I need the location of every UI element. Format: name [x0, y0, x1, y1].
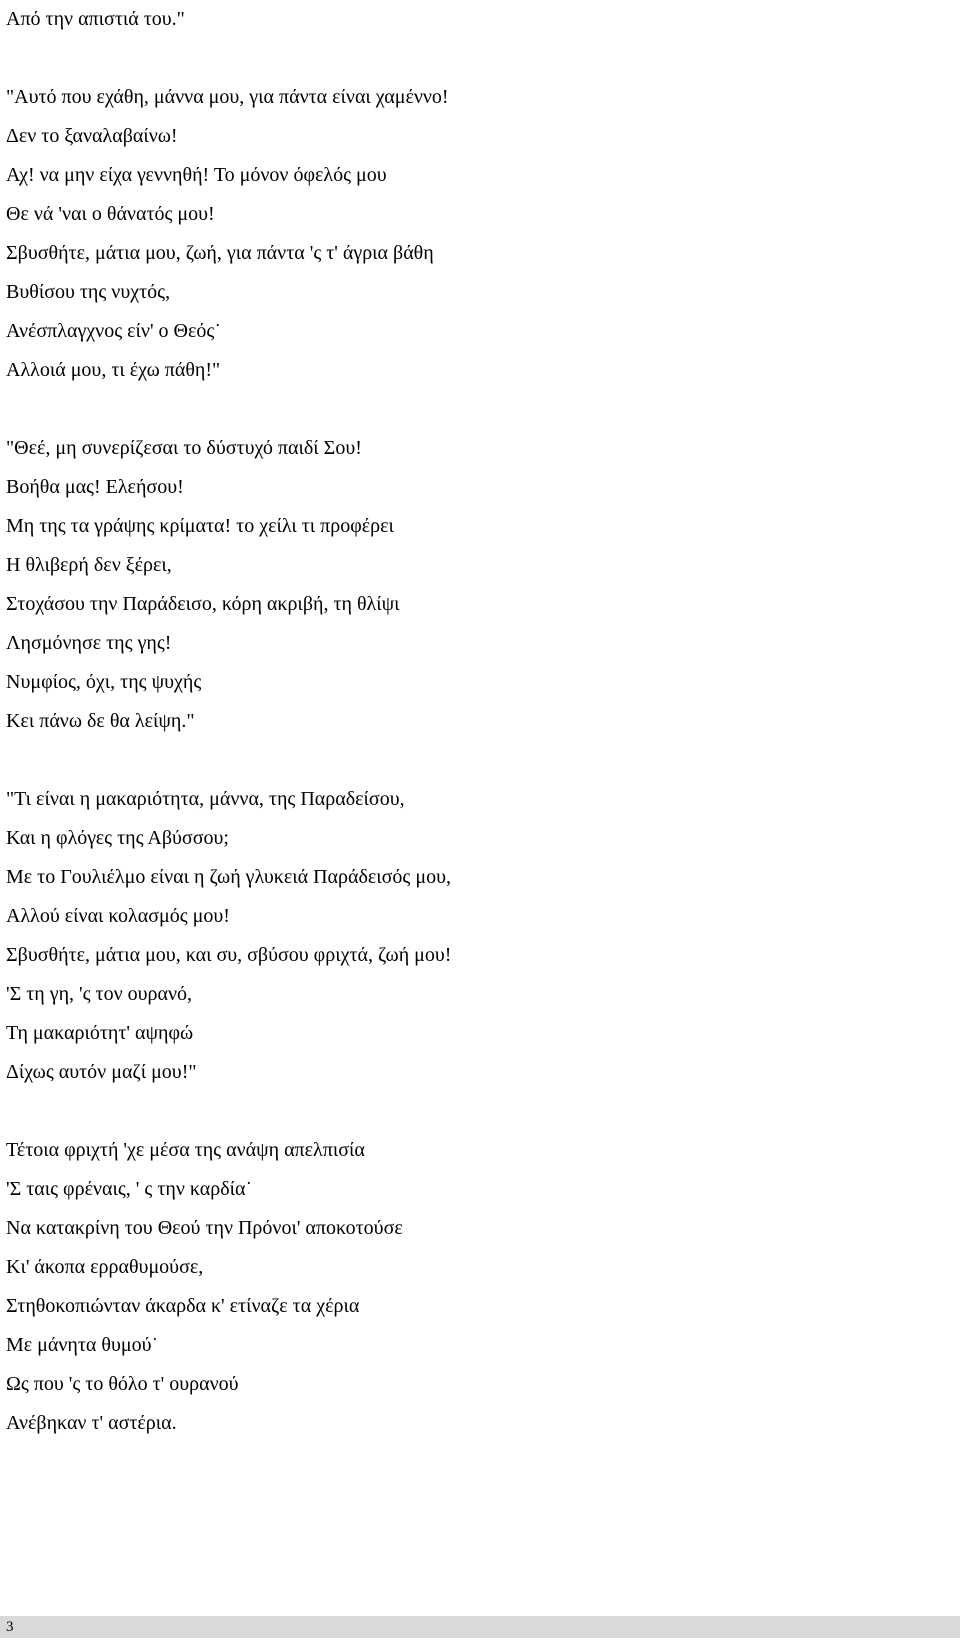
poem-line: 'Σ τη γη, 'ς τον ουρανό,: [6, 983, 193, 1005]
poem-line: Να κατακρίνη του Θεού την Πρόνοι' αποκοτούσε: [6, 1217, 403, 1239]
stanza-gap: [6, 741, 946, 780]
poem-line: Στοχάσου την Παράδεισο, κόρη ακριβή, τη θλίψι: [6, 593, 400, 615]
stanza-gap: [6, 1092, 946, 1131]
poem-line: Μη της τα γράψης κρίματα! το χείλι τι προφέρει: [6, 515, 394, 537]
poem-line: Αλλοιά μου, τι έχω πάθη!": [6, 359, 221, 381]
poem-line: Σβυσθήτε, μάτια μου, και συ, σβύσου φριχτά, ζωή μου!: [6, 944, 452, 966]
poem-line: Δίχως αυτόν μαζί μου!": [6, 1061, 197, 1083]
poem-line: Ως που 'ς το θόλο τ' ουρανού: [6, 1373, 239, 1395]
poem-line: Τέτοια φριχτή 'χε μέσα της ανάψη απελπισία: [6, 1139, 365, 1161]
poem-line: Σβυσθήτε, μάτια μου, ζωή, για πάντα 'ς τ' άγρια βάθη: [6, 242, 434, 264]
poem-line: "Αυτό που εχάθη, μάννα μου, για πάντα είναι χαμέννο!: [6, 86, 449, 108]
poem-line: "Τι είναι η μακαριότητα, μάννα, της Παραδείσου,: [6, 788, 405, 810]
poem-line: Τη μακαριότητ' αψηφώ: [6, 1022, 194, 1044]
poem-line: Κι' άκοπα ερραθυμούσε,: [6, 1256, 204, 1278]
poem-line: Ανέσπλαγχνος είν' ο Θεός˙: [6, 320, 221, 342]
poem-line: Αλλού είναι κολασμός μου!: [6, 905, 230, 927]
page-footer: [0, 1616, 960, 1638]
poem-line: Λησμόνησε της γης!: [6, 632, 172, 654]
poem-line: Βυθίσου της νυχτός,: [6, 281, 171, 303]
poem-line: Με το Γουλιέλμο είναι η ζωή γλυκειά Παράδεισός μου,: [6, 866, 451, 888]
stanza-gap: [6, 39, 946, 78]
poem-line: 'Σ ταις φρέναις, ' ς την καρδία˙: [6, 1178, 253, 1200]
stanza-gap: [6, 390, 946, 429]
poem-line: Βοήθα μας! Ελεήσου!: [6, 476, 184, 498]
poem-line: Με μάνητα θυμού˙: [6, 1334, 159, 1356]
poem-line: Θε νά 'ναι ο θάνατός μου!: [6, 203, 215, 225]
poem-line: Η θλιβερή δεν ξέρει,: [6, 554, 172, 576]
poem-line: Κει πάνω δε θα λείψη.": [6, 710, 195, 732]
poem-line: "Θεέ, μη συνερίζεσαι το δύστυχό παιδί Σου!: [6, 437, 362, 459]
poem-line: Στηθοκοπιώνταν άκαρδα κ' ετίναζε τα χέρια: [6, 1295, 360, 1317]
poem-line: Αχ! να μην είχα γεννηθή! Το μόνον όφελός μου: [6, 164, 387, 186]
page-number: 3: [6, 1619, 14, 1635]
poem-line: Ανέβηκαν τ' αστέρια.: [6, 1412, 177, 1434]
poem-line: Από την απιστιά του.": [6, 8, 185, 30]
poem-line: Νυμφίος, όχι, της ψυχής: [6, 671, 202, 693]
poem-line: Δεν το ξαναλαβαίνω!: [6, 125, 178, 147]
poem-line: Και η φλόγες της Αβύσσου;: [6, 827, 229, 849]
poem-text: [6, 0, 946, 1443]
